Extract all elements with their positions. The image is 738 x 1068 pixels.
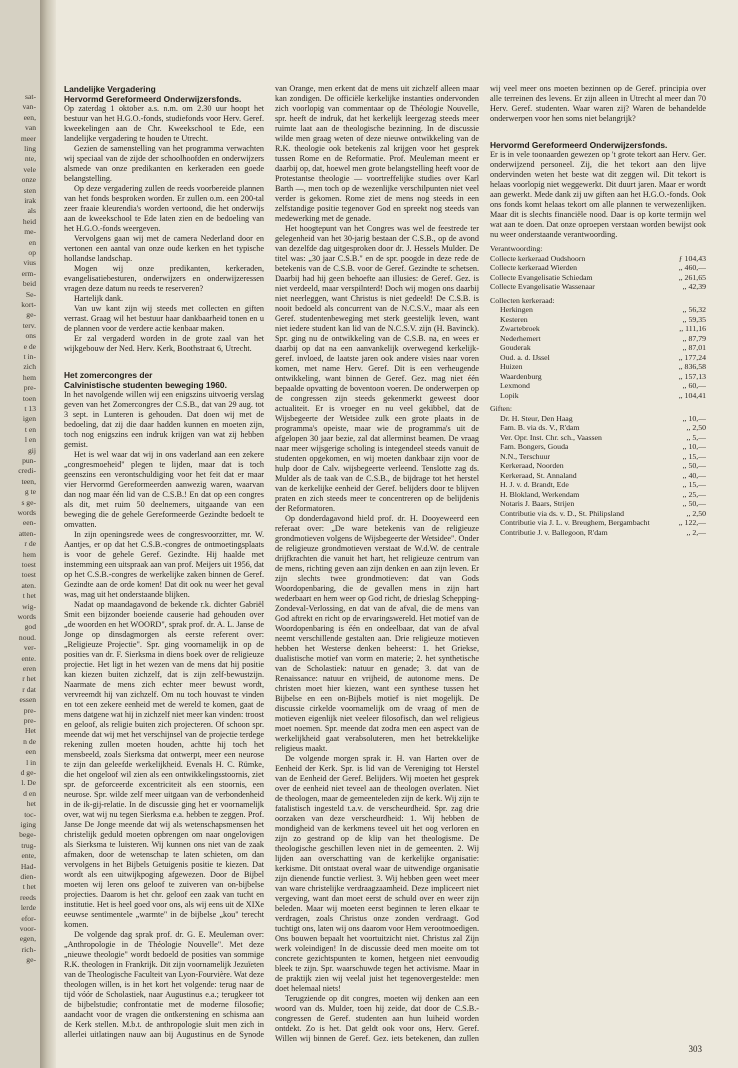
page-number: 303 <box>688 1044 702 1054</box>
donations-ledger <box>490 244 706 537</box>
margin-fragment: voor- <box>19 924 36 933</box>
ledger-row <box>490 282 706 292</box>
margin-fragment: words <box>17 508 36 517</box>
ledger-amount: ,, 836,58 <box>678 362 706 371</box>
ledger-row <box>490 490 706 500</box>
margin-fragment: sten <box>23 185 36 195</box>
ledger-amount: ,, 157,13 <box>678 371 706 381</box>
ledger-row <box>490 471 706 481</box>
margin-fragment: trug- <box>21 840 36 850</box>
margin-fragment: vele <box>23 164 36 174</box>
margin-fragment: noud. <box>18 632 36 642</box>
ledger-amount: ,, 122,— <box>678 518 706 527</box>
margin-fragment: op <box>28 248 36 257</box>
ledger-amount: ,, 40,— <box>682 470 706 480</box>
article-paragraph: In het navolgende willen wij een enigszins uitvoerig verslag geven van het Zomercongres der C.S.B., dat van 29 aug. tot 3 sept. in Lunteren is gehouden. Dat doen wij met de bedoeling, dat zij die daar hadden kunnen en moeten zijn, toch nog enigszins een indruk krijgen van wat zij hebben gemist. <box>64 390 264 449</box>
margin-fragment: essen <box>19 695 36 705</box>
article-title: Het zomercongres der <box>64 370 153 380</box>
article-paragraph: In zijn openingsrede wees de congresvoorzitter, mr. W. Aantjes, er op dat het C.S.B.-congres de ontmoetingsplaats is voor de gehele Geref. Gezindte. Hij haalde met instemming een uitspraak aan van prof. Meijers uit 1956, dat op het C.S.B.-congres de werkelijke zaken binnen de Geref. Gezindte aan de orde komen! Dat dit ook nu weer het geval was, mag uit het onderstaande blijken. <box>64 530 264 599</box>
margin-fragment: e de <box>23 341 36 351</box>
margin-fragment: een <box>25 747 36 757</box>
article-paragraph: De volgende dag sprak prof. dr. G. E. Meuleman over: „Anthropologie in de Théologie Nouvelle". Met deze „nieuwe theologie" wordt bedoeld de posities van sommige R.K. theologen in Frankrijk. Dit zijn voornamelijk Jezuïeten van de Theologische Faculteit van Lyon-Fourvière. Wat deze theologen willen, is in het kort het volgende: terug naar de tijd vóór de Scholastiek, naar Augustinus e.a.; terugkeer tot de bijbelstudie; confrontatie met de moderne filosofie; aandacht voor de vragen die ontkerstening en schisma aan de Kerk stellen. M.b.t. de anthropologie sluit men zich in allerlei uitlatingen nauw aan bij Augustinus en de Synode <box>64 930 264 1039</box>
ledger-label: Zwartebroek <box>500 324 540 333</box>
ledger-amount: ,, 50,— <box>682 461 706 470</box>
ledger-row <box>490 254 706 264</box>
margin-fragment: Had- <box>20 861 36 871</box>
ledger-label: Collecte kerkeraad Oudshoorn <box>490 253 586 263</box>
ledger-label: N.N., Terschuur <box>500 451 550 461</box>
margin-fragment: credi- <box>18 466 36 476</box>
ledger-amount: ,, 15,— <box>682 480 706 489</box>
article-paragraph: van Orange, men erkent dat de mens uit zichzelf alleen maar kan zondigen. De officiële kerkelijke instanties ondervonden zich voorlopig van commentaar op de Théologie Nouvelle, spr. heeft de indruk, dat het kerkelijk leergezag steeds meer ruimte laat aan de theologische bezinning. In de discussie wilde men graag weten of deze nieuwe ontwikkeling van de R.K. theologie ook betekenis zal krijgen voor het gesprek tussen Rome en de Reformatie. Prof. Meuleman meent er daarbij op, dat, hoewel men grote belangstelling heeft voor de Protestantse theologie — voortreffelijke studies over Karl Barth —, men toch op de wezenlijke verschilpunten niet veel verder is gekomen. Rome ziet de mens nog steeds in een zelfstandige positie tegenover God en spreekt nog steeds van medewerking met de genade. <box>275 84 479 223</box>
ledger-amount: ,, 2,50 <box>686 508 706 518</box>
page-gutter <box>40 0 56 1068</box>
margin-fragment: zich <box>23 362 36 372</box>
adjoining-page-strip <box>0 0 41 1068</box>
ledger-label: Dr. H. Steur, Den Haag <box>500 413 573 423</box>
ledger-row <box>490 324 706 334</box>
ledger-row <box>490 423 706 433</box>
newspaper-page <box>56 0 738 1068</box>
margin-fragment: toen <box>22 393 36 403</box>
margin-fragment: het <box>26 799 36 809</box>
ledger-amount: ,, 261,65 <box>678 272 706 282</box>
margin-fragment: aten. <box>21 580 36 590</box>
margin-fragment: l en <box>24 435 36 445</box>
ledger-label: Nederhemert <box>500 333 541 343</box>
ledger-row <box>490 442 706 452</box>
ledger-label: Notaris J. Baars, Strijen <box>500 499 575 508</box>
margin-fragment: erm- <box>21 268 36 278</box>
ledger-label: Contributie via J. L. v. Breughem, Bergambacht <box>500 518 650 527</box>
ledger-row <box>490 305 706 315</box>
margin-fragment: l. De <box>21 778 36 788</box>
margin-fragment: kort- <box>21 300 36 309</box>
article-subtitle: Hervormd Gereformeerd Onderwijzersfonds. <box>490 140 668 150</box>
ledger-row <box>490 381 706 391</box>
margin-fragment: toest <box>21 570 36 580</box>
margin-fragment: ente. <box>21 653 36 663</box>
ledger-group-title: Giften: <box>490 404 513 413</box>
article-subtitle: Calvinistische studenten beweging 1960. <box>64 380 227 390</box>
ledger-amount: ,, 59,35 <box>682 314 706 324</box>
article-paragraph: Vervolgens gaan wij met de camera Nederland door en vertonen een aantal van onze oude kerken en het typische hollandse landschap. <box>64 234 264 263</box>
margin-fragment: Se- <box>25 289 36 299</box>
ledger-row <box>490 343 706 353</box>
margin-fragment: van- <box>22 102 36 112</box>
ledger-row <box>490 518 706 528</box>
ledger-label: Fam. B. via ds. V., R'dam <box>500 423 580 432</box>
margin-fragment: efor- <box>21 913 36 923</box>
ledger-label: Ver. Opr. Inst. Chr. sch., Vaassen <box>500 432 602 442</box>
article-paragraph: Op donderdagavond hield prof. dr. H. Dooyeweerd een referaat over: „De ware betekenis van de religieuze grondmotieven volgens de Wijsbegeerte der Wetsidee". Onder de religieuze grondmotieven verstaat de W.d.W. de centrale drijfkrachten die vanuit het hart, het religieuze centrum van de mens, richting geven aan zijn denken en aan zijn leven. Er zijn slechts twee grondmotieven: dat van Gods Woordopenbaring, die de gevallen mens in zijn hart wederbaart en hem weer op God richt, de drieslag Schepping-Zondeval-Verlossing, en dat van de afval, die de mens van God aftrekt en richt op de ervaringswereld. Het motief van de Woordopenbaring is één en ondeelbaar, dat van de afval neemt verschillende gestalten aan. Drie religieuze motieven hebben het Westerse denken beheerst: 1. het Griekse, dualistische motief van vorm en materie; 2. het synthetische van de Scholastiek: natuur en genade; 3. dat van de Renaissance: natuur en vrijheid, de autonome mens. De christen moet hier kiezen, want een synthese tussen het Bijbelse en een on-Bijbels motief is niet mogelijk. De discussie cirkelde voornamelijk om de vraag of men de motieven eigenlijk niet veeleer filosofisch, dan wel religieus moet noemen. Spr. meende dat zodra men een aspect van de werkelijkheid gaat verabsoluteren, men het betrekkelijke religieus maakt. <box>275 514 479 753</box>
article-paragraph: Nadat op maandagavond de bekende r.k. dichter Gabriël Smit een bijzonder boeiende causerie had gehouden over „de woorden en het WOORD", sprak prof. dr. A. L. Janse de Jonge op dinsdagmorgen als eerste referent over: „Religieuze Projectie". Spr. ging voornamelijk in op de posities van dr. F. Sierksma in diens boek over de religieuze projectie. Het ligt in het wezen van de mens dat hij positie kan kiezen buiten zichzelf, dat is zijn zelf-bewustzijn. Naarmate de mens zich echter meer bewust wordt, vervreemdt hij van zichzelf. Om nu toch houvast te vinden en tot een zekere eenheid met de wereld te komen, gaat de mens datgene wat hij in zichzelf niet meer kan vinden: troost en geloof, als religie buiten zich projecteren. Of schoon spr. meende dat wij met het verschijnsel van de projectie terdege rekening zullen moeten houden, achtte hij toch het mensbeeld, zoals Sierksma dat ontwerpt, meer een neurose te zijn dan geleefde werkelijkheid. Evenals H. C. Rümke, die het ongeloof wil zien als een ontwikkelingsstoornis, ziet spr. de geforceerde excentriciteit als een stoornis, een neurose. Spr. wilde zelf meer uitgaan van de verbondenheid in de ik-gij-relatie. In de discussie ging het er voornamelijk over, wat wij nu tegen Sierksma e.a. hebben te zeggen. Prof. Janse De Jonge meende dat wij als wetenschapsmensen het christelijk geduld moeten opbrengen om naar ongelovigen als Sierksma te luisteren. Wij kunnen ons niet van de zaak afmaken, door de wetenschap te laten schieten, om dan vervolgens in het Bijbels Getuigenis positie te kiezen. Dat wordt als een uitwijkpoging afgewezen. Door de Bijbel moeten wij leren ons geloof te zuiveren van on-bijbelse projecties. Daarom is het chr. geloof een zaak van tucht en institutie. Het is heel goed voor ons, als wij eens uit de XIXe eeuwse sentimentele „warmte" in de bijbelse „kou" terecht komen. <box>64 600 264 929</box>
margin-fragment: meer <box>20 133 36 143</box>
margin-fragment: een, <box>23 112 36 122</box>
ledger-label: Fam. Bongers, Gouda <box>500 442 569 451</box>
margin-fragment: me- <box>24 227 36 237</box>
ledger-row <box>490 414 706 424</box>
ledger-amount: ,, 87,79 <box>682 333 706 343</box>
margin-fragment: r de <box>24 539 36 549</box>
ledger-amount: ,, 15,— <box>682 451 706 461</box>
margin-fragment: words <box>17 612 36 621</box>
margin-fragment: Het <box>25 726 36 736</box>
margin-fragment: n de <box>23 736 36 746</box>
margin-fragment: d ge- <box>20 768 36 777</box>
margin-fragment: terv. <box>22 320 36 330</box>
ledger-amount: ,, 104,41 <box>678 390 706 400</box>
ledger-amount: ,, 60,— <box>682 381 706 390</box>
article-title: Landelijke Vergadering <box>64 84 156 94</box>
ledger-row <box>490 528 706 538</box>
margin-fragment: irak <box>24 196 36 205</box>
article-paragraph: Terugziende op dit congres, moeten wij denken aan een woord van ds. Mulder, toen hij zeide, dat door de C.S.B.-congressen de Geref. studenten aan hun luiheid worden ontdekt. Zo is het. Dat geldt ook voor ons, Herv. Geref. Willen wij binnen de Geref. Gez. iets betekenen, dan zullen <box>275 994 479 1043</box>
margin-fragment: d en <box>23 788 36 798</box>
margin-fragment: ente, <box>21 851 36 861</box>
article-paragraph: Hartelijk dank. <box>74 294 124 303</box>
margin-fragment: lerde <box>20 903 36 913</box>
margin-fragment: pre- <box>23 383 36 393</box>
margin-fragment: egen, <box>19 934 36 944</box>
margin-fragment: wig- <box>22 601 36 611</box>
margin-fragment: pre- <box>23 705 36 715</box>
ledger-amount: ,, 25,— <box>682 489 706 499</box>
ledger-amount: ,, 2,50 <box>686 423 706 432</box>
margin-fragment: r dat <box>22 684 36 694</box>
margin-fragment: god <box>24 622 36 632</box>
article-paragraph: Het is wel waar dat wij in ons vaderland aan een zekere „congresmoeheid" plegen te lijden, maar dat is toch geenszins een verontschuldiging voor het feit dat er maar vier Hervormd Gereformeerden aanwezig waren, waarvan dan nog maar één lid van de C.S.B.! En dat op een congres als dit, met ruim 50 deelnemers, uitgaande van een beweging die de gehele Gereformeerde Gezindte bedoelt te omvatten. <box>64 450 264 529</box>
margin-fragment: beid <box>22 279 36 289</box>
ledger-title: Verantwoording: <box>490 244 543 253</box>
ledger-row <box>490 353 706 363</box>
article-paragraph: Mogen wij onze predikanten, kerkeraden, evangelisatiebesturen, onderwijzers en onderwijzeressen vragen deze datum nu reeds te reserveren? <box>64 264 264 293</box>
ledger-row <box>490 315 706 325</box>
margin-fragment: en <box>28 237 36 247</box>
ledger-label: Waardenburg <box>500 371 542 381</box>
ledger-label: Kerkeraad, Noorden <box>500 461 564 470</box>
margin-fragment: een- <box>22 518 36 528</box>
ledger-amount: ,, 460,— <box>678 263 706 272</box>
margin-fragment: atten- <box>18 528 36 538</box>
margin-fragment: iging <box>20 820 36 829</box>
column-1 <box>64 84 264 1044</box>
ledger-row <box>490 263 706 273</box>
ledger-label: Gouderak <box>500 343 531 352</box>
margin-fragment: heid <box>22 216 36 226</box>
ledger-label: H. J. v. d. Brandt, Ede <box>500 480 569 489</box>
margin-fragment: pun- <box>22 456 36 465</box>
ledger-amount: ,, 10,— <box>682 413 706 423</box>
margin-fragment: r het <box>22 674 36 684</box>
ledger-amount: ,, 87,01 <box>682 343 706 352</box>
ledger-label: Lexmond <box>500 381 530 390</box>
ledger-amount: ,, 2,— <box>686 527 706 537</box>
ledger-label: Huizen <box>500 362 523 371</box>
margin-fragment: onze <box>21 175 36 185</box>
margin-fragment: als <box>27 206 36 216</box>
margin-fragment: ling <box>24 144 36 153</box>
margin-fragment: teen, <box>21 476 36 486</box>
ledger-amount: ,, 42,39 <box>682 282 706 291</box>
article-paragraph: Er zal vergaderd worden in de grote zaal van het wijkgebouw der Ned. Herv. Kerk, Boothstraat 6, Utrecht. <box>64 334 264 353</box>
margin-fragment: reeds <box>19 892 36 902</box>
article-paragraph: Er is in vele toonaarden gewezen op 't grote tekort aan Herv. Ger. onderwijzend personeel. Zij, die het tekort aan den lijve ondervinden weten het beste wat dit zeggen wil. Dit tekort is helaas voorlopig niet weggewerkt. Dit duurt jaren. Maar er wordt aan gewerkt. Mede dank zij uw giften aan het H.G.O.-fonds. Ook ons fonds komt helaas tekort om alle plannen te verwezenlijken. Maar dit is slechts financiële nood. Daar is op korte termijn wel wat aan te doen. Dat onze oproepen verstaan worden bewijst ook nu weer onderstaande verantwoording. <box>490 150 706 239</box>
article-paragraph: Op zaterdag 1 oktober a.s. n.m. om 2.30 uur hoopt het bestuur van het H.G.O.-fonds, studiefonds voor Herv. Geref. kweekelingen aan de Chr. Kweekschool te Ede, een landelijke vergadering te houden te Utrecht. <box>64 104 264 143</box>
ledger-amount: ,, 5,— <box>686 432 706 442</box>
ledger-row <box>490 499 706 509</box>
ledger-label: Lopik <box>500 390 519 400</box>
article-paragraph: wij veel meer ons moeten bezinnen op de Geref. principia over alle terreinen des levens. Er zijn alleen in Utrecht al meer dan 70 Herv. Geref. studenten. Waar waren zij? Waren de behandelde onderwerpen voor hen soms niet belangrijk? <box>490 84 706 123</box>
column-3 <box>490 84 706 1044</box>
margin-fragment: t 13 <box>24 404 36 413</box>
ledger-row <box>490 452 706 462</box>
margin-fragment: hem <box>22 372 36 382</box>
margin-fragment: igen <box>22 414 36 424</box>
ledger-label: Kerkeraad, St. Annaland <box>500 470 577 480</box>
margin-fragment: ons <box>25 331 36 341</box>
ledger-amount: ,, 177,24 <box>678 352 706 362</box>
article-paragraph: De volgende morgen sprak ir. H. van Harten over de Eenheid der Kerk. Spr. is lid van de Vereniging tot Herstel van de Eenheid der Geref. Belijders. Wij moeten het gesprek over de eenheid niet teveel aan de theologen overlaten. Niet de theologen, maar de gemeenteleden zijn de kerk. Wij zijn te fatalistisch ingesteld t.a.v. de verscheurdheid. Spr. zag drie oorzaken van deze verscheurdheid: 1. Wij hebben de mondigheid van de kerkmens teveel uit het oog verloren en zijn zo gestrand op de klip van het theologisme. De theologische geschillen leven niet in de gemeenten. 2. Wij lijden aan overschatting van de kerkelijke organisatie: kerkisme. Dit ontstaat overal waar de uitwendige organisatie zijn dienende functie verliest. 3. Wij hebben geen weet meer van ware christelijke verdraagzaamheid. Deze impliceert niet vergeving, want dan moet eerst de schuld over en weer zijn beleden. Maar wij moeten eerst beginnen te leren elkaar te verdragen, zoals Christus onze zonden verdraagt. God tuchtigt ons, laten wij ons daarom voor Hem verootmoedigen. Ons bouwen bepaalt het voortuitzicht niet. Christus zal Zijn werk voleindigen! In de discussie deed men moeite om tot concrete gezichtspunten te komen, hetgeen niet eenvoudig bleek te zijn. Spr. waarschuwde tegen het activisme. Maar in de praktijk zien wij veelal juist het tegenovergestelde: men doet helemaal niets! <box>275 754 479 993</box>
ledger-label: Collecte Evangelisatie Wassenaar <box>490 282 595 291</box>
margin-fragment: ver- <box>23 643 36 653</box>
margin-fragment: van <box>25 123 36 133</box>
margin-fragment: t in- <box>23 352 36 361</box>
ledger-label: Collecte kerkeraad Wierden <box>490 263 577 272</box>
margin-fragment: t het <box>22 882 36 892</box>
ledger-label: H. Blokland, Werkendam <box>500 489 580 499</box>
ledger-label: Kesteren <box>500 314 528 324</box>
margin-fragment: ge- <box>26 955 36 965</box>
ledger-amount: ,, 111,16 <box>679 324 706 333</box>
ledger-row <box>490 391 706 401</box>
ledger-row <box>490 362 706 372</box>
margin-fragment: toc- <box>24 809 36 819</box>
column-2 <box>275 84 479 1044</box>
margin-fragment: hem <box>22 549 36 559</box>
article-subtitle: Hervormd Gereformeerd Onderwijzersfonds. <box>64 94 242 104</box>
ledger-row <box>490 273 706 283</box>
margin-fragment: ge- <box>26 310 36 320</box>
ledger-row <box>490 334 706 344</box>
ledger-row <box>490 433 706 443</box>
ledger-amount: ,, 56,32 <box>682 305 706 314</box>
margin-fragment: pre- <box>23 716 36 725</box>
ledger-label: Herkingen <box>500 305 533 314</box>
margin-fragment: bege- <box>19 830 36 840</box>
ledger-row <box>490 372 706 382</box>
margin-fragment: s ge- <box>21 497 36 507</box>
margin-fragment: nte, <box>24 154 36 164</box>
ledger-row <box>490 509 706 519</box>
margin-fragment: vius <box>23 258 36 268</box>
margin-fragment: toest <box>21 560 36 569</box>
ledger-amount: ,, 10,— <box>682 442 706 451</box>
article-paragraph: Gezien de samenstelling van het programma verwachten wij speciaal van de zijde der schoolhoofden en onderwijzers alsmede van onze predikanten en kerkeraden een goede belangstelling. <box>64 144 264 183</box>
article-paragraph: Het hoogtepunt van het Congres was wel de feestrede ter gelegenheid van het 30-jarig bestaan der C.S.B., op de avond van dezelfde dag uitgesproken door dr. J. Hessels Mulder. De titel was: „30 jaar C.S.B." en de spr. poogde in deze rede de betekenis van de C.S.B. voor de Geref. Gezindte te schetsen. Daarbij had hij geen behoefte aan illusies: de Geref. Gez. is niet verdeeld, maar verspilnterd! Doch wij mogen ons daarbij niet neerleggen, want Christus is niet gedeeld! De C.S.B. is nooit bedoeld als concurrent van de N.C.S.V., maar als een Geref. studentenbeweging met sterk geestelijk leven, want niet iedere student kan lid van de N.C.S.V. zijn (H. Bavinck). Spr. ging nu de ontwikkeling van de C.S.B. na, en wees er daarbij op dat na een aanvankelijk overwegend kerkelijk-geref. invloed, de laatste jaren ook andere visies naar voren komen, met name Herv. Geref. Dit is een verheugende ontwikkeling, want binnen de Geref. Gez. mag niet één bepaalde opvatting de boventoon voeren. De onderwerpen op de congressen zijn steeds gekenmerkt geweest door actualiteit. Er is vroeger en nu veel gekibbel, dat de Wijsbegeerte der Wetsidee zulk een grote plaats in de programma's opeiste, maar wie de programma's uit de afgelopen 30 jaar bezie, zal dat allerminst beamen. De vraag naar meer wijsgerige scholing is integendeel steeds vanuit de studenten opgekomen, en wij moeten dankbaar zijn voor de hulp door de Calv. wijsbegeerte verleend. Tenslotte zag ds. Mulder als de taak van de C.S.B., de bijdrage tot het herstel van de kerkelijke eenheid der Geref. belijders door te blijven praten en zich steeds meer te concentreren op de belijdenis der Reformatoren. <box>275 224 479 513</box>
article-paragraph: Van uw kant zijn wij steeds met collecten en giften verrast. Graag wil het bestuur haar dankbaarheid tonen en u de plannen voor de verdere actie kenbaar maken. <box>64 304 264 333</box>
ledger-label: Collecte Evangelisatie Schiedam <box>490 272 593 282</box>
margin-fragment: t het <box>22 591 36 601</box>
article-paragraph: Op deze vergadering zullen de reeds voorbereide plannen van het fonds besproken worden. Er zullen o.m. een 200-tal zeer fraaie kleurendia's worden vertoond, die het onderwijs aan de kweekschool te Ede laten zien en de bedoeling van het H.G.O.-fonds weergeven. <box>64 184 264 233</box>
ledger-amount: ƒ 104,43 <box>678 253 706 263</box>
margin-fragment: g te <box>24 487 36 497</box>
margin-fragment: rich- <box>21 944 36 954</box>
ledger-label: Contributie via ds. v. D., St. Philipsland <box>500 508 625 518</box>
margin-fragment: dien- <box>20 872 36 881</box>
ledger-row <box>490 461 706 471</box>
ledger-label: Oud. a. d. IJssel <box>500 352 550 362</box>
ledger-label: Contributie J. v. Ballegoon, R'dam <box>500 527 608 537</box>
margin-fragment: sat- <box>25 92 36 101</box>
ledger-row <box>490 480 706 490</box>
margin-fragment: t en <box>24 424 36 434</box>
margin-fragment: l in <box>26 757 36 767</box>
margin-fragment: gij <box>27 445 36 455</box>
ledger-amount: ,, 50,— <box>682 499 706 508</box>
margin-fragment: eren <box>22 664 36 673</box>
ledger-group-title: Collecten kerkeraad: <box>490 295 555 305</box>
